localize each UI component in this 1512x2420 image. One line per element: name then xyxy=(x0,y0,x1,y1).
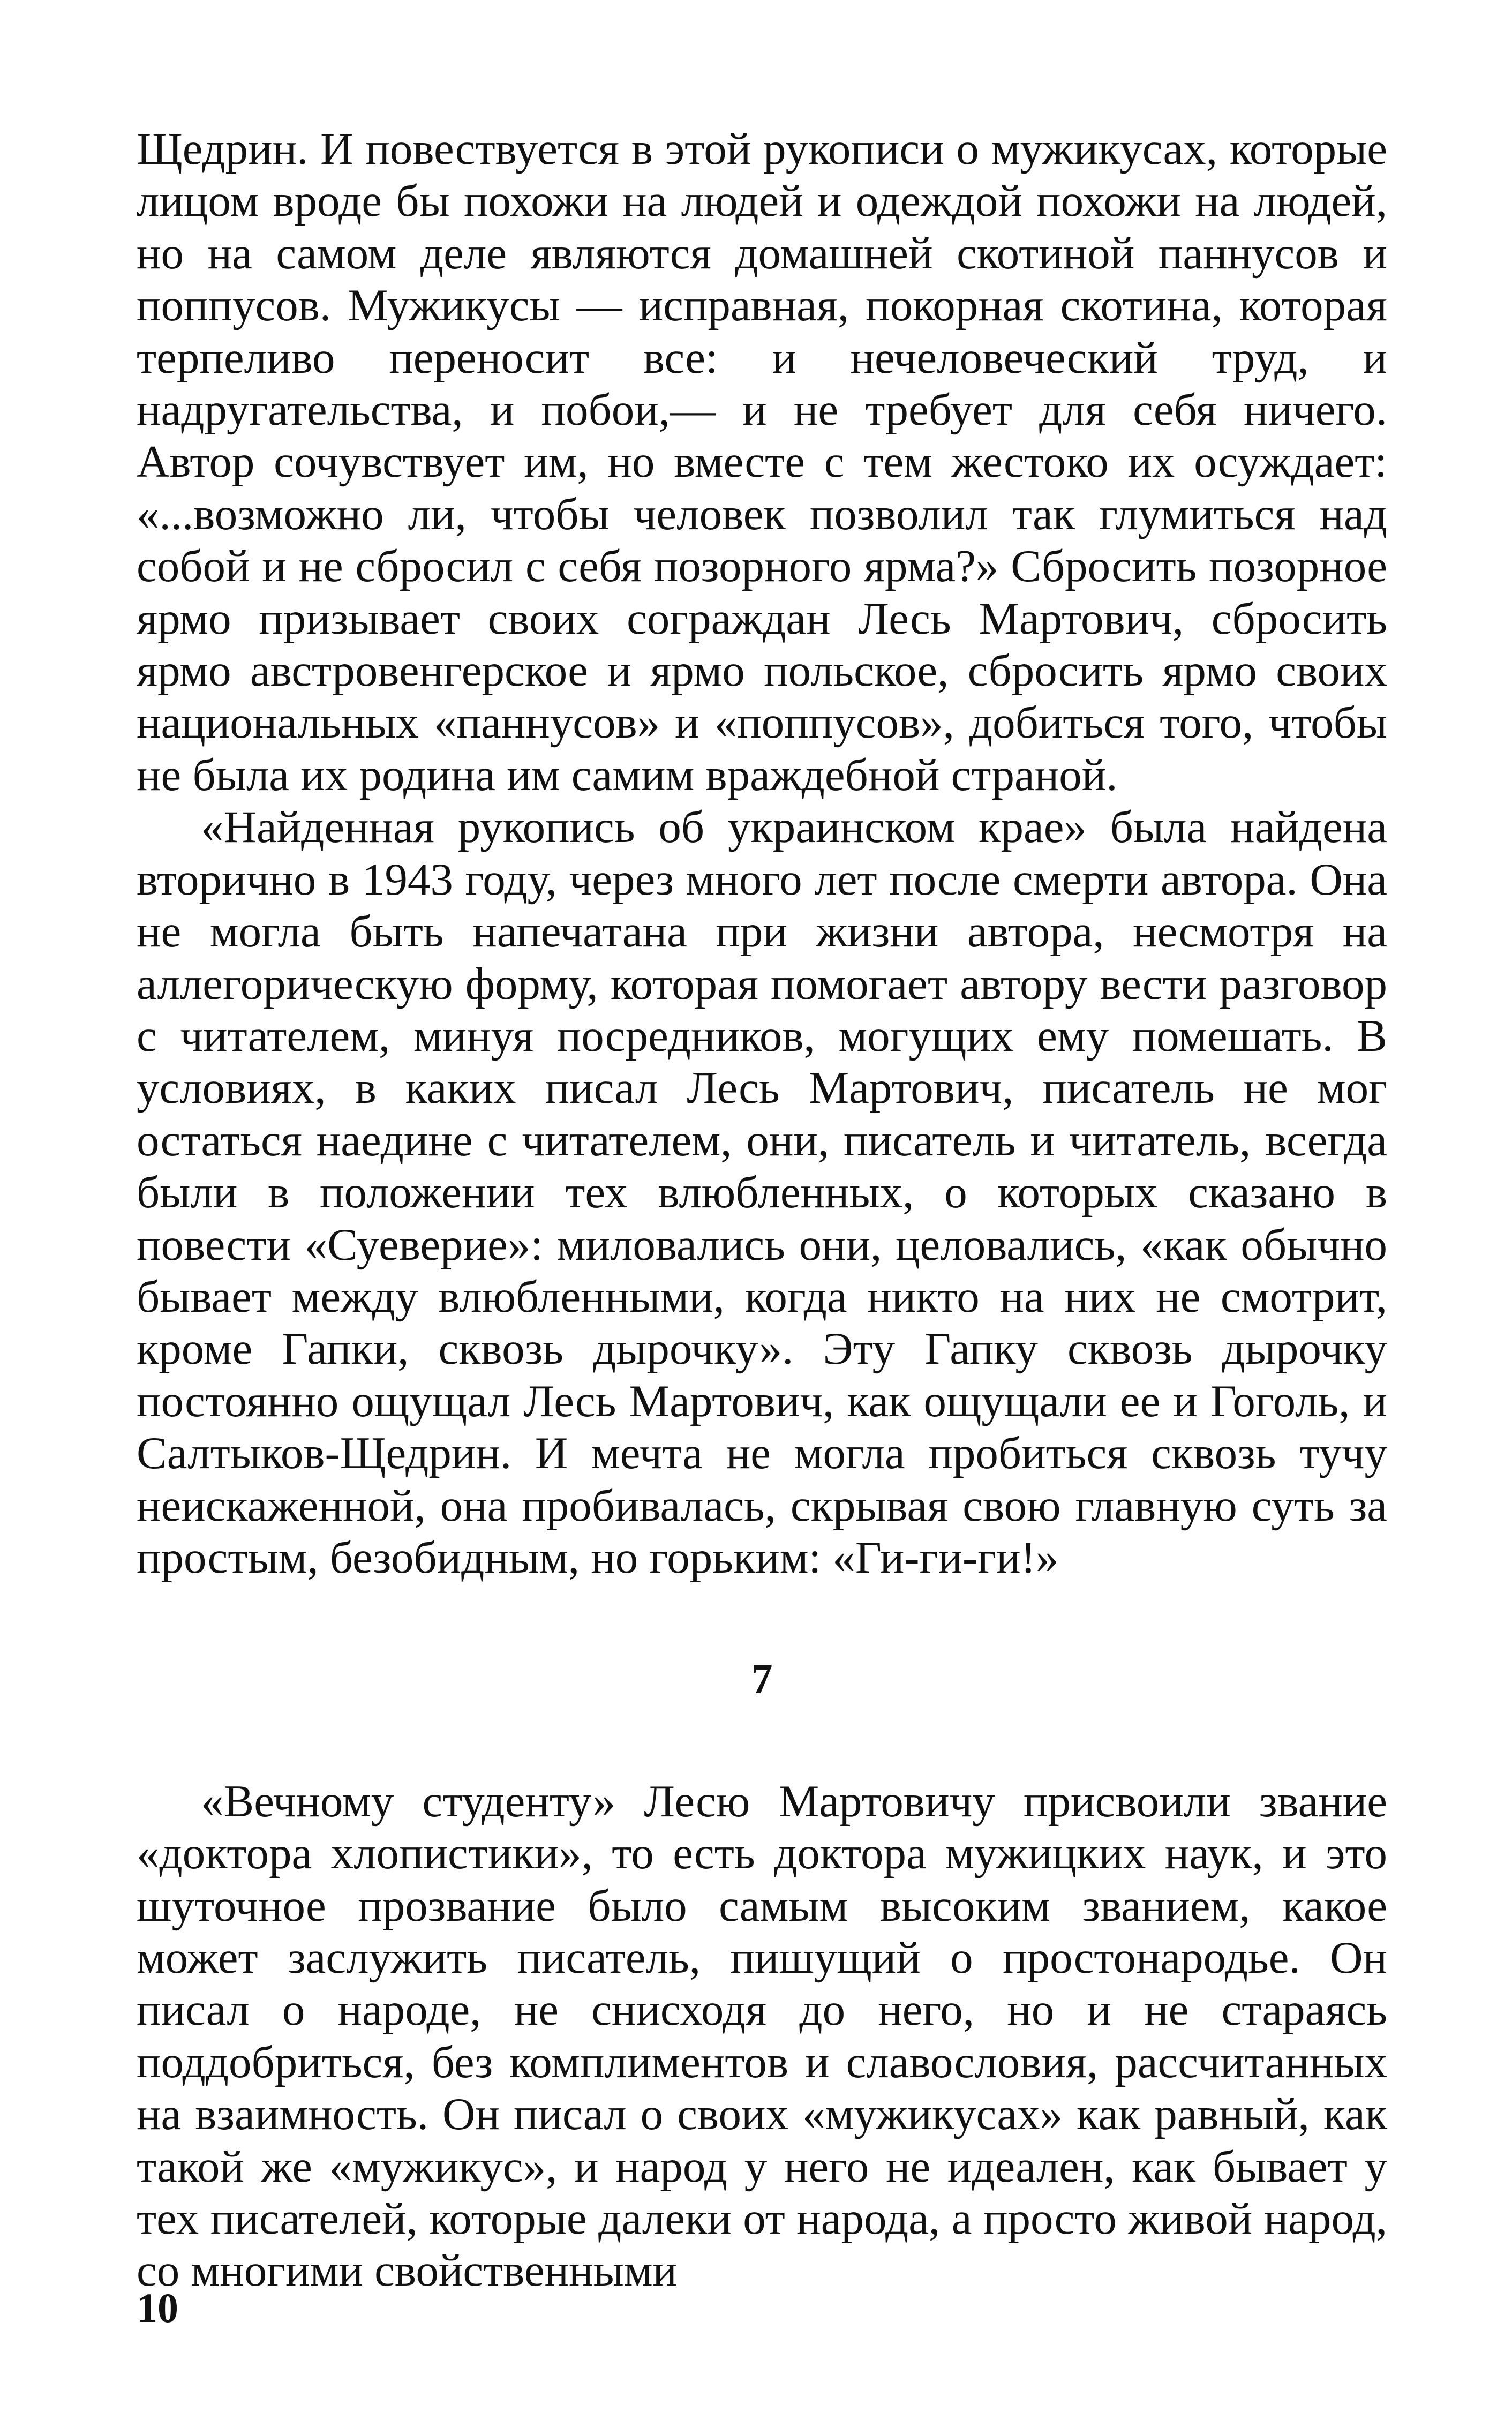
paragraph-2: «Найденная рукопись об украинском крае» была найдена вторично в 1943 году, через много лет после смерти автора. Она не могла быть напечатана при жизни автора, несмотря на аллегорическую форму, которая помогает автору вести разговор с читателем, минуя посредников, могущих ему помешать. В условиях, в каких писал Лесь Мартович, писатель не мог остаться наедине с читателем, они, писатель и читатель, всегда были в положении тех влюбленных, о которых сказано в повести «Суеверие»: миловались они, целовались, «как обычно бывает между влюбленными, когда никто на них не смотрит, кроме Гапки, сквозь дырочку». Эту Гапку сквозь дырочку постоянно ощущал Лесь Мартович, как ощущали ее и Гоголь, и Салтыков-Щедрин. И мечта не могла пробиться сквозь тучу неискаженной, она пробивалась, скрывая свою главную суть за простым, безобидным, но горьким: «Ги-ги-ги!» xyxy=(137,802,1387,1583)
paragraph-3: «Вечному студенту» Лесю Мартовичу присвоили звание «доктора хлопистики», то есть доктора мужицких наук, и это шуточное прозвание было самым высоким званием, какое может заслужить писатель, пишущий о простонародье. Он писал о народе, не снисходя до него, но и не стараясь поддобриться, без комплиментов и славословия, рассчитанных на взаимность. Он писал о своих «мужикусах» как равный, как такой же «мужикус», и народ у него не идеален, как бывает у тех писателей, которые далеки от народа, а просто живой народ, со многими свойственными xyxy=(137,1776,1387,2296)
paragraph-1: Щедрин. И повествуется в этой рукописи о мужикусах, которые лицом вроде бы похожи на людей и одеждой похожи на людей, но на самом деле являются домашней скотиной паннусов и поппусов. Мужикусы — исправная, покорная скотина, которая терпеливо переносит все: и нечеловеческий труд, и надругательства, и побои,— и не требует для себя ничего. Автор сочувствует им, но вместе с тем жестоко их осуждает: «...возможно ли, чтобы человек позволил так глумиться над собой и не сбросил с себя позорного ярма?» Сбросить позорное ярмо призывает своих сограждан Лесь Мартович, сбросить ярмо австровенгерское и ярмо польское, сбросить ярмо своих национальных «паннусов» и «поппусов», добиться того, чтобы не была их родина им самим враждебной страной. xyxy=(137,124,1387,800)
book-page xyxy=(137,123,1387,2373)
section-number: 7 xyxy=(751,1656,773,1703)
page-number: 10 xyxy=(137,2284,178,2331)
